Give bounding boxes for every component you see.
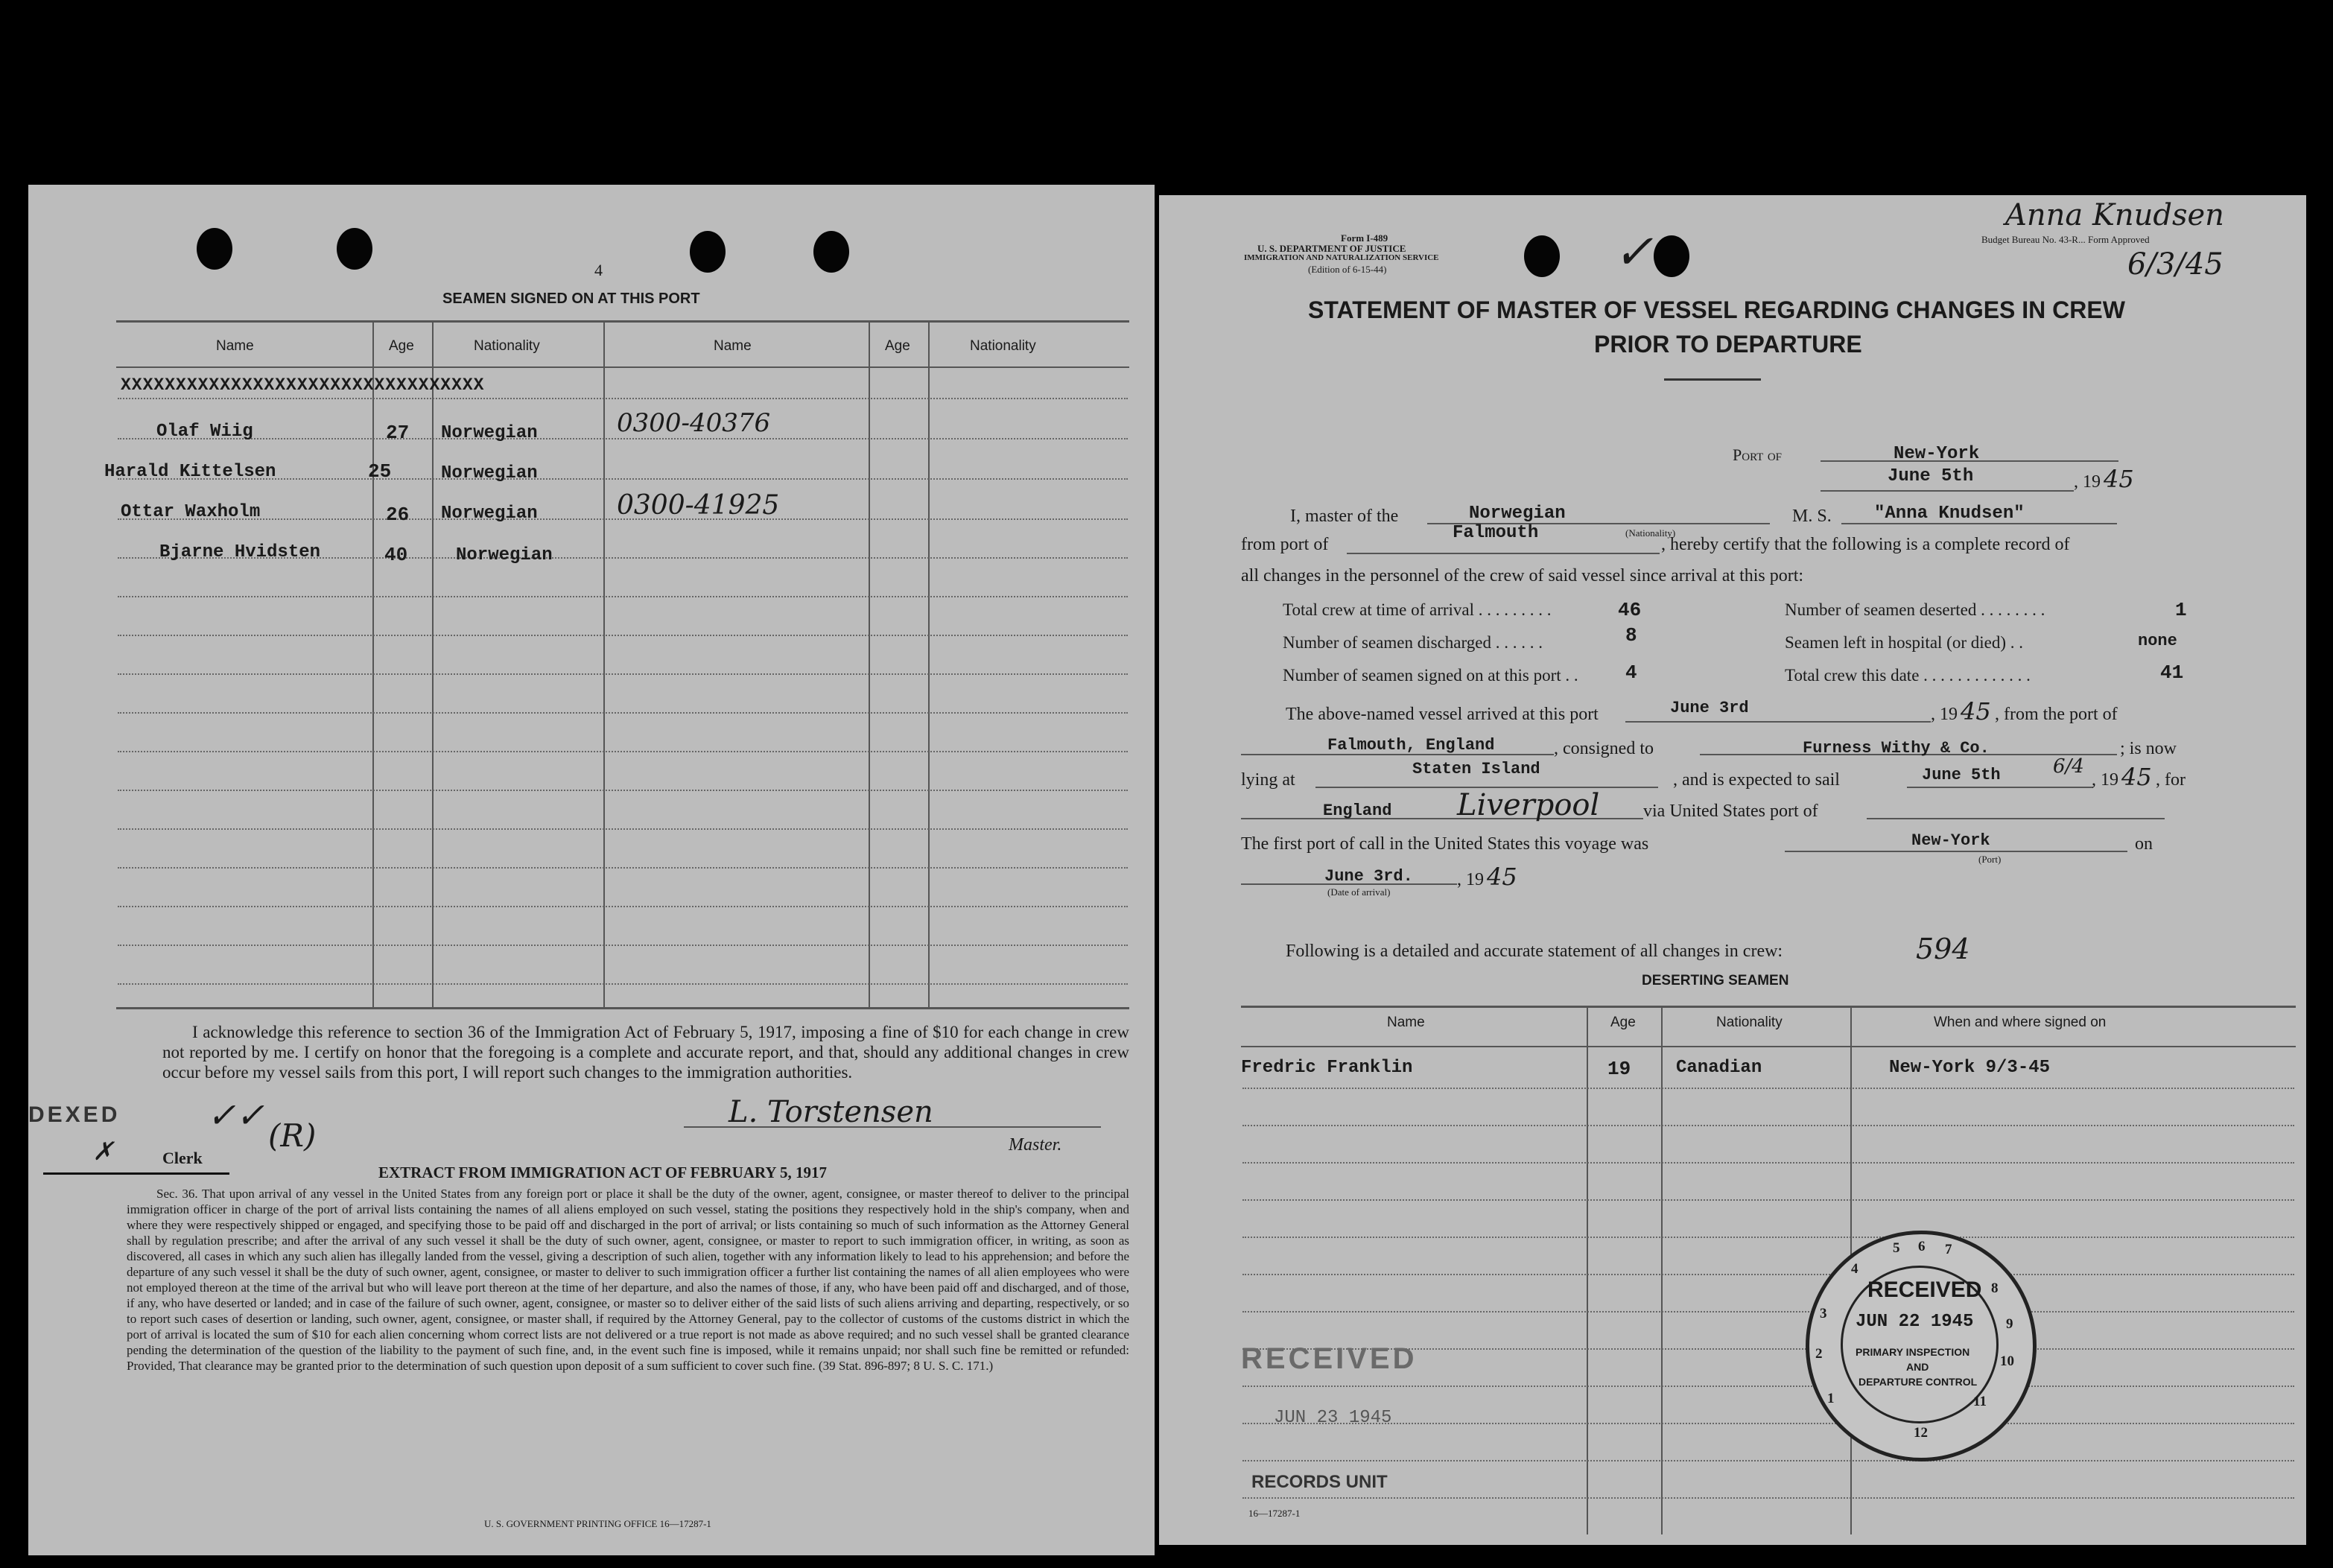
table-header-rule	[116, 366, 1129, 368]
arrival-date: June 3rd	[1670, 699, 1749, 717]
stat-label: Number of seamen signed on at this port . .	[1283, 666, 1578, 685]
punch-hole	[813, 231, 849, 273]
row-rule	[1242, 1497, 2294, 1499]
punch-hole	[197, 228, 232, 270]
stat-label: Seamen left in hospital (or died) . .	[1785, 633, 2024, 652]
handwritten-mark: (R)	[268, 1117, 317, 1154]
from-port-label: from port of	[1241, 535, 1329, 554]
row-rule	[1242, 1199, 2294, 1201]
stat-value: none	[2138, 632, 2177, 650]
handwritten-initials: ✓✓	[207, 1095, 265, 1135]
crew-name: Bjarne Hvidsten	[159, 542, 321, 562]
first-port-rule	[1785, 851, 2127, 852]
stat-label: Number of seamen discharged . . . . . .	[1283, 633, 1543, 652]
row-rule	[1242, 1162, 2294, 1164]
port-caption: (Port)	[1978, 854, 2002, 865]
extract-text: Sec. 36. That upon arrival of any vessel in the United States from any foreign port or place it shall be the duty of the owner, agent, consignee, or master thereof to deliver to the principal immigration officer in charge of the port of arrival lists containing the names of all aliens employed on such vessel, stating the positions they respectively hold in the ship's company, when and where they were respectively shipped or engaged, and specifying those to be paid off and discharged in the port of arrival; or lists containing so much of such information as the Attorney General shall by regulation prescribe; and after the arrival of any such vessel it shall be the duty of such owner, agent, consignee, or master to report to such immigration officer, in writing, as soon as discovered, all cases in which any such alien has illegally landed from the vessel, giving a description of such alien, together with any information likely to lead to his apprehension; and before the departure of any such vessel it shall be the duty of such owner, agent, consignee, or master to deliver to such immigration officer a further list containing the names of all alien employees who were not employed thereon at the time of the arrival but who will leave port thereon at the time of her departure, and also the names of those, if any, who have been paid off and discharged, and of those, if any, who have deserted or landed; and in case of the failure of such owner, agent, consignee, or master so to deliver either of the said lists of such aliens arriving and departing, respectively, or so to report such cases of desertion or landing, such owner, agent, consignee, or master shall, if required by the Attorney General, pay to the collector of customs of the customs district in which the port of arrival is located the sum of $10 for each alien concerning whom correct lists are not delivered or a true report is not made as above required; and no such vessel shall be granted clearance pending the determination of the question of the liability to the payment of such fine, and, in the event such fine is imposed, while it remains unpaid; nor shall such fine be remitted or refunded: Provided, That clearance may be granted prior to the determination of such question upon deposit of a sum sufficient to cover such fine. (39 Stat. 896-897; 8 U. S. C. 171.)	[127, 1187, 1129, 1373]
crew-nationality: Norwegian	[441, 504, 538, 524]
footer-code: 16—17287-1	[1248, 1508, 1301, 1519]
column-header-nationality: Nationality	[474, 338, 540, 354]
punch-hole	[337, 228, 372, 270]
on-text: on	[2135, 834, 2153, 854]
budget-bureau: Budget Bureau No. 43-R... Form Approved	[1981, 234, 2150, 245]
service: IMMIGRATION AND NATURALIZATION SERVICE	[1244, 253, 1439, 262]
year-prefix: , 19	[2074, 472, 2101, 492]
expected-text: , and is expected to sail	[1673, 770, 1840, 790]
column-header-age: Age	[885, 338, 910, 354]
faint-stamp-date: JUN 23 1945	[1274, 1408, 1392, 1428]
row-rule	[118, 983, 1128, 985]
is-now-text: ; is now	[2120, 739, 2177, 758]
stat-value: 46	[1618, 599, 1642, 621]
stamp-ring-number: 5	[1893, 1240, 1900, 1256]
date-caption: (Date of arrival)	[1327, 886, 1391, 898]
master-signature: L. Torstensen	[729, 1095, 933, 1129]
title-underline	[1664, 378, 1761, 381]
stamp-ring-number: 7	[1945, 1242, 1952, 1257]
annotation-number: 594	[1916, 933, 1970, 965]
master-label: Master.	[1009, 1135, 1062, 1155]
row-rule	[118, 828, 1128, 830]
column-divider	[1587, 1006, 1588, 1534]
row-rule	[118, 438, 1128, 439]
crew-name: Olaf Wiig	[156, 422, 253, 442]
crew-age: 40	[384, 544, 408, 566]
handwritten-number: 0300-41925	[617, 490, 780, 521]
row-rule	[118, 398, 1128, 399]
stat-value: 4	[1625, 661, 1637, 684]
signature-rule	[684, 1126, 1101, 1128]
via-text: via United States port of	[1643, 802, 1818, 821]
clerk-label: Clerk	[162, 1149, 203, 1167]
year-prefix: , 19	[1931, 705, 1958, 724]
edition: (Edition of 6-15-44)	[1308, 264, 1387, 275]
row-rule	[1242, 1237, 2294, 1238]
row-rule	[118, 790, 1128, 791]
arrival-year: 45	[1961, 697, 1991, 726]
nationality-caption: (Nationality)	[1625, 527, 1676, 539]
stamp-line: AND	[1906, 1361, 1929, 1373]
stat-value: 41	[2160, 661, 2184, 684]
printing-office: U. S. GOVERNMENT PRINTING OFFICE 16—17287-1	[484, 1518, 711, 1529]
table-bottom-rule	[116, 1007, 1129, 1009]
sail-year: 45	[2121, 763, 2152, 791]
column-header-name: Name	[1387, 1015, 1425, 1030]
form-title: STATEMENT OF MASTER OF VESSEL REGARDING CHANGES IN CREW	[1308, 296, 2125, 323]
corner-signature: Anna Knudsen	[2005, 198, 2224, 232]
column-header-signed-on: When and where signed on	[1934, 1015, 2107, 1030]
row-rule	[118, 945, 1128, 946]
faint-received-stamp: RECEIVED	[1241, 1342, 1418, 1375]
deserter-signed-on: New-York 9/3-45	[1889, 1058, 2051, 1078]
stat-value: 8	[1625, 624, 1637, 647]
stamp-ring-number: 8	[1991, 1280, 1999, 1296]
handwritten-number: 0300-40376	[617, 408, 771, 438]
punch-hole	[1524, 235, 1560, 277]
crew-nationality: Norwegian	[456, 545, 553, 565]
destination: England	[1323, 802, 1392, 820]
from-port-rule	[1347, 553, 1660, 554]
vessel-name: "Anna Knudsen"	[1874, 504, 2025, 524]
row-rule	[1242, 1311, 2294, 1313]
stamp-ring-number: 4	[1851, 1261, 1859, 1277]
column-divider	[372, 320, 374, 1007]
punch-hole	[690, 231, 726, 273]
year-prefix: , 19	[1457, 870, 1484, 889]
stamp-date: JUN 22 1945	[1856, 1312, 1974, 1332]
deserting-heading: DESERTING SEAMEN	[1642, 973, 1789, 988]
year-prefix: , 19	[2092, 770, 2118, 790]
ms-label: M. S.	[1792, 507, 1832, 526]
deserter-name: Fredric Franklin	[1241, 1058, 1413, 1078]
consigned-text: , consigned to	[1554, 739, 1654, 758]
row-rule	[1242, 1125, 2294, 1126]
struck-entry: XXXXXXXXXXXXXXXXXXXXXXXXXXXXXXXXX	[121, 375, 485, 395]
crew-name: Ottar Waxholm	[121, 502, 261, 522]
from-port-value: Falmouth	[1453, 523, 1539, 543]
column-header-age: Age	[1610, 1015, 1636, 1030]
sail-date: June 5th	[1922, 766, 2001, 784]
first-port-text: The first port of call in the United States this voyage was	[1241, 834, 1649, 854]
port-label: Port of	[1733, 445, 1783, 464]
stat-label: Total crew at time of arrival . . . . . . . . .	[1283, 600, 1552, 619]
column-divider	[1661, 1006, 1663, 1534]
column-header-name: Name	[216, 338, 254, 354]
checkmark: ✓	[1613, 225, 1654, 280]
arrival-date-rule	[1625, 721, 1931, 723]
page-number: 4	[594, 261, 603, 279]
row-rule	[118, 596, 1128, 597]
department: U. S. DEPARTMENT OF JUSTICE	[1257, 243, 1406, 254]
via-rule	[1867, 818, 2165, 819]
column-header-name: Name	[714, 338, 752, 354]
column-divider	[869, 320, 870, 1007]
first-port-value: New-York	[1911, 831, 1990, 850]
lying-at-value: Staten Island	[1412, 760, 1540, 778]
stamp-ring-number: 6	[1918, 1239, 1926, 1254]
stamp-ring-number: 1	[1827, 1391, 1835, 1406]
consignee: Furness Withy & Co.	[1803, 739, 1990, 758]
table-top-rule	[116, 320, 1129, 323]
table-top-rule	[1241, 1006, 2296, 1008]
deserter-nationality: Canadian	[1676, 1058, 1762, 1078]
crew-age: 26	[386, 504, 410, 526]
row-rule	[1242, 1088, 2294, 1089]
sail-date-rule	[1907, 787, 2093, 788]
stamp-line: DEPARTURE CONTROL	[1859, 1376, 1978, 1388]
column-header-nationality: Nationality	[1716, 1015, 1783, 1030]
column-divider	[603, 320, 605, 1007]
lying-at-label: lying at	[1241, 770, 1295, 790]
stamp-ring-number: 3	[1820, 1306, 1827, 1321]
row-rule	[1242, 1274, 2294, 1275]
year-value: 45	[2104, 465, 2134, 493]
crew-age: 25	[368, 460, 392, 483]
column-divider	[928, 320, 930, 1007]
row-rule	[118, 712, 1128, 714]
stat-label: Total crew this date . . . . . . . . . . . . .	[1785, 666, 2031, 685]
row-rule	[1242, 1423, 2294, 1424]
stamp-ring-number: 9	[2006, 1316, 2013, 1332]
clerk-rule	[43, 1172, 229, 1175]
extract-title: EXTRACT FROM IMMIGRATION ACT OF FEBRUARY 5, 1917	[378, 1164, 828, 1181]
stamp-ring-number: 2	[1815, 1346, 1823, 1362]
column-header-nationality: Nationality	[970, 338, 1036, 354]
row-rule	[1242, 1386, 2294, 1387]
following-text: Following is a detailed and accurate statement of all changes in crew:	[1286, 942, 1783, 961]
all-changes-text: all changes in the personnel of the crew of said vessel since arrival at this port:	[1241, 566, 1804, 585]
form-number: Form I-489	[1341, 232, 1388, 244]
acknowledgement-paragraph: I acknowledge this reference to section 36 of the Immigration Act of February 5, 1917, imposing a fine of $10 for each change in crew not reported by me. I certify on honor that the foregoing is a complete and accurate report, and that, should any additional changes in crew occur before my vessel sails from this port, I will report such changes to the immigration authorities.	[162, 1023, 1129, 1082]
row-rule	[118, 751, 1128, 752]
crew-nationality: Norwegian	[441, 423, 538, 443]
signed-on-heading: SEAMEN SIGNED ON AT THIS PORT	[442, 291, 700, 307]
stamp-ring-number: 12	[1914, 1425, 1928, 1441]
stamp-line: PRIMARY INSPECTION	[1856, 1346, 1970, 1358]
date-value: June 5th	[1888, 466, 1974, 486]
row-rule	[118, 906, 1128, 907]
row-rule	[1242, 1460, 2294, 1461]
stamp-received: RECEIVED	[1867, 1277, 1982, 1302]
sail-note: 6/4	[2053, 755, 2084, 778]
nationality-value: Norwegian	[1469, 504, 1566, 524]
form-subtitle: PRIOR TO DEPARTURE	[1594, 331, 1862, 358]
first-year: 45	[1487, 863, 1517, 891]
stamp-ring-number: 11	[1973, 1394, 1987, 1409]
stat-value: 1	[2175, 599, 2187, 621]
stat-label: Number of seamen deserted . . . . . . . .	[1785, 600, 2045, 619]
stamp-ring-number: 10	[2000, 1353, 2014, 1369]
arrived-text: The above-named vessel arrived at this port	[1286, 705, 1599, 724]
crew-name: Harald Kittelsen	[104, 462, 276, 482]
left-page	[28, 185, 1155, 1555]
master-intro: I, master of the	[1290, 507, 1399, 526]
deserter-age: 19	[1607, 1058, 1631, 1080]
crew-nationality: Norwegian	[441, 463, 538, 483]
port-value: New-York	[1894, 444, 1980, 464]
indexed-stamp: DEXED	[28, 1102, 121, 1127]
corner-date: 6/3/45	[2127, 247, 2224, 282]
row-rule	[118, 635, 1128, 636]
first-date: June 3rd.	[1324, 867, 1413, 886]
row-rule	[118, 673, 1128, 675]
punch-hole	[1654, 235, 1689, 277]
handwritten-mark: ✗	[92, 1137, 114, 1167]
certify-text: , hereby certify that the following is a complete record of	[1661, 535, 2070, 554]
crew-age: 27	[386, 422, 410, 444]
destination-handwritten: Liverpool	[1457, 788, 1600, 822]
column-divider	[432, 320, 434, 1007]
row-rule	[118, 867, 1128, 869]
right-page	[1159, 195, 2306, 1545]
from-port-of-text: , from the port of	[1995, 705, 2118, 724]
arrival-from: Falmouth, England	[1327, 736, 1495, 755]
date-rule	[1821, 490, 2074, 492]
records-unit-stamp: RECORDS UNIT	[1251, 1472, 1388, 1492]
table-header-rule	[1241, 1046, 2296, 1047]
received-stamp	[1806, 1231, 2037, 1461]
for-text: , for	[2156, 770, 2186, 790]
column-header-age: Age	[389, 338, 414, 354]
